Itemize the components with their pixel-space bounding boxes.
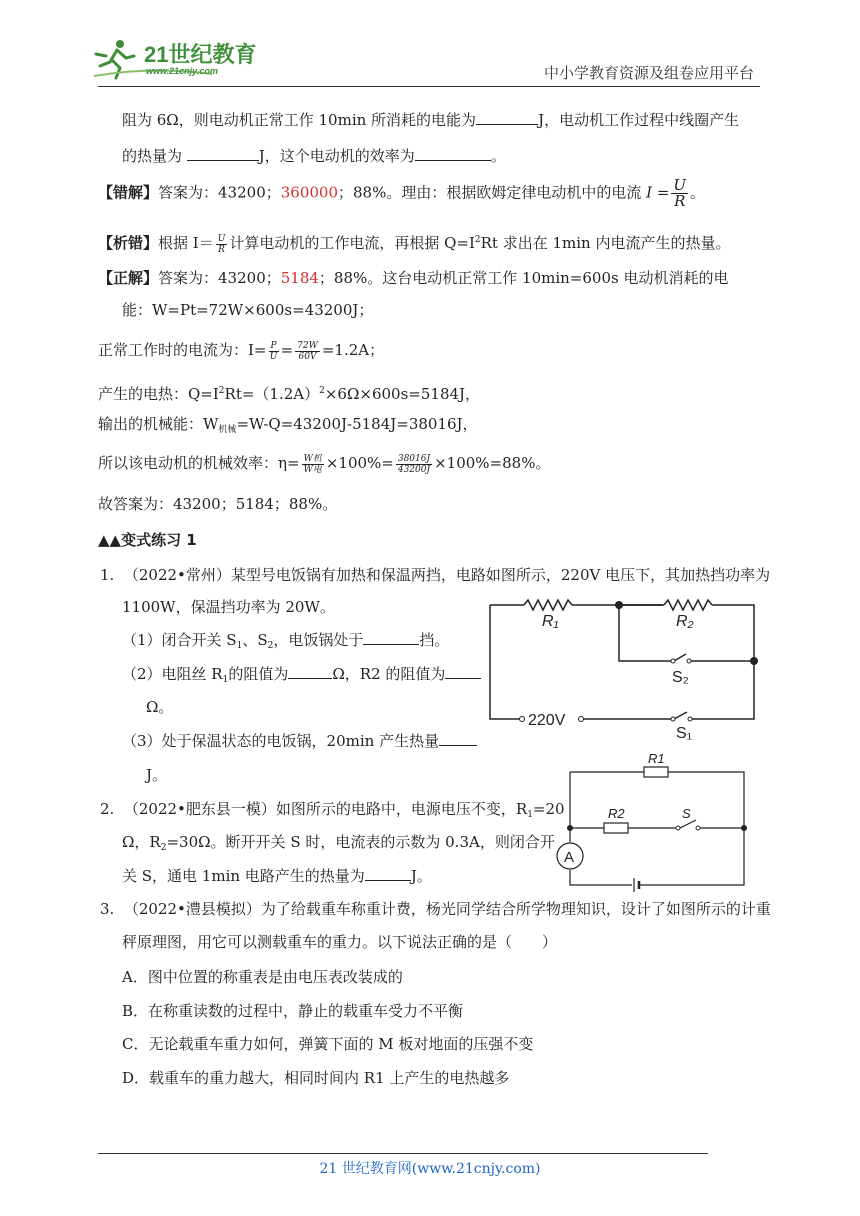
final-answer-line: 故答案为：43200；5184；88%。 (98, 495, 338, 513)
efficiency-line: 所以该电动机的机械效率：η= $\frac{\text{W机}}{\text{W电}}$ ×100%= $\frac{38016J}{43200J}$ ×100%=88%。 (98, 453, 551, 475)
answer-blank[interactable] (415, 146, 491, 161)
label-r1: R₁ (542, 613, 559, 630)
q3-option-d[interactable]: D．载重车的重力越大，相同时间内 R1 上产生的电热越多 (122, 1069, 510, 1087)
s2-switch-blade (674, 654, 686, 661)
correct-value: 5184 (280, 269, 319, 287)
correct-answer-line-1: 【正解】答案为：43200；5184；88%。这台电动机正常工作 10min=600s 电动机消耗的电 (98, 269, 729, 287)
q1-sub-3: （3）处于保温状态的电饭锅，20min 产生热量 (122, 731, 477, 751)
section-title: ▲▲变式练习 1 (98, 531, 197, 549)
heat-calc-line: 产生的电热：$Q=I^2Rt=(1.2A)^2\times 6\Omega\times 600s=5184J$， (98, 385, 481, 403)
footer-link[interactable]: 21 世纪教育网(www.21cnjy.com) (319, 1161, 541, 1177)
logo-url: www.21cnjy.com (146, 66, 218, 76)
q1-line-2: 1100W，保温挡功率为 20W。 (122, 598, 335, 616)
label-s1: S₁ (676, 725, 693, 742)
q3-line-1: 3. （2022•澧县模拟）为了给载重车称重计费，杨光同学结合所学物理知识，设计了如图所示的计重 (100, 900, 771, 918)
q3-line-2: 秤原理图，用它可以测载重车的重力。以下说法正确的是（ ） (122, 933, 558, 951)
q2-line-1: 2. （2022•肥东县一模）如图所示的电路中，电源电压不变，$R_1=20$ (100, 800, 565, 820)
label-r2: R2 (608, 806, 625, 821)
mechanical-energy-line: 输出的机械能：$W_{机械}=W-Q=43200J-5184J=38016J$， (98, 415, 478, 435)
correct-label: 【正解】 (98, 269, 159, 287)
footer-divider (98, 1153, 708, 1154)
answer-blank[interactable] (365, 866, 411, 881)
q1-line-1: 1. （2022•常州）某型号电饭锅有加热和保温两挡，电路如图所示，220V 电压下，其加热挡功率为 (100, 566, 771, 584)
wrong-label: 【错解】 (98, 183, 159, 202)
q3-option-a[interactable]: A．图中位置的称重表是由电压表改装成的 (122, 968, 403, 986)
current-calc-line: 正常工作时的电流为：I= $\frac{P}{U}$ = $\frac{72W}{60V}$ =1.2A； (98, 340, 385, 362)
r2-resistor-zigzag (664, 600, 712, 610)
q2-number: 2. (100, 800, 115, 818)
answer-blank[interactable] (445, 664, 481, 679)
intro-line-2: 的热量为 J，这个电动机的效率为 。 (122, 147, 506, 165)
q1-sub-3-unit: J。 (146, 766, 168, 784)
site-logo (92, 36, 267, 82)
ohm-fraction: $\frac{U}{R}$ (673, 176, 687, 210)
wrong-answer-line: 【错解】答案为：43200；360000；88%。理由：根据欧姆定律电动机中的电流 I = $\frac{U}{R}$ 。 (98, 176, 706, 210)
wrong-value: 360000 (280, 183, 338, 202)
answer-blank[interactable] (476, 110, 538, 125)
q1-sub-2-unit: Ω。 (146, 698, 174, 716)
q1-number: 1. (100, 566, 115, 584)
label-s: S (682, 806, 691, 821)
label-220v: 220V (528, 712, 566, 729)
answer-blank[interactable] (187, 146, 259, 161)
platform-name: 中小学教育资源及组卷应用平台 (543, 64, 754, 82)
intro-line-1: 阻为 6Ω，则电动机正常工作 10min 所消耗的电能为 J，电动机工作过程中线圈产生 (122, 111, 740, 129)
analysis-line: 【析错】根据 I＝ $\frac{U}{R}$ 计算电动机的工作电流，再根据 $Q=I^2Rt$ 求出在 1min 内电流产生的热量。 (98, 233, 731, 255)
label-r2: R₂ (676, 613, 694, 630)
q3-option-c[interactable]: C．无论载重车重力如何，弹簧下面的 M 板对地面的压强不变 (122, 1035, 534, 1053)
q1-circuit-diagram (484, 594, 764, 744)
header-divider (98, 86, 760, 87)
q1-sub-2: （2）电阻丝 $R_1$的阻值为 Ω，R2 的阻值为 (122, 664, 481, 690)
s1-switch-blade (674, 712, 687, 719)
ammeter-label: A (564, 849, 575, 866)
q3-option-b[interactable]: B．在称重读数的过程中，静止的载重车受力不平衡 (122, 1002, 464, 1020)
q2-line-2: Ω，$R_2=30\Omega$。断开开关 S 时，电流表的示数为 0.3A，则闭合开 (122, 833, 555, 853)
logo-title: 21世纪教育 (144, 42, 257, 67)
r1-resistor (644, 767, 668, 777)
r1-resistor-zigzag (524, 600, 572, 610)
answer-blank[interactable] (363, 630, 419, 645)
label-r1: R1 (648, 751, 665, 766)
q3-number: 3. (100, 900, 115, 918)
r2-resistor (604, 823, 628, 833)
answer-blank[interactable] (288, 664, 332, 679)
q2-line-3: 关 S，通电 1min 电路产生的热量为 J。 (122, 867, 432, 885)
q1-sub-1: （1）闭合开关 $S_1$、$S_2$，电饭锅处于 挡。 (122, 631, 450, 651)
label-s2: S₂ (672, 669, 689, 686)
analysis-label: 【析错】 (98, 234, 159, 252)
correct-answer-line-2: 能：W=Pt=72W×600s=43200J； (122, 301, 374, 319)
answer-blank[interactable] (439, 731, 477, 746)
q2-circuit-diagram (548, 750, 748, 892)
s-switch-blade (680, 820, 696, 828)
